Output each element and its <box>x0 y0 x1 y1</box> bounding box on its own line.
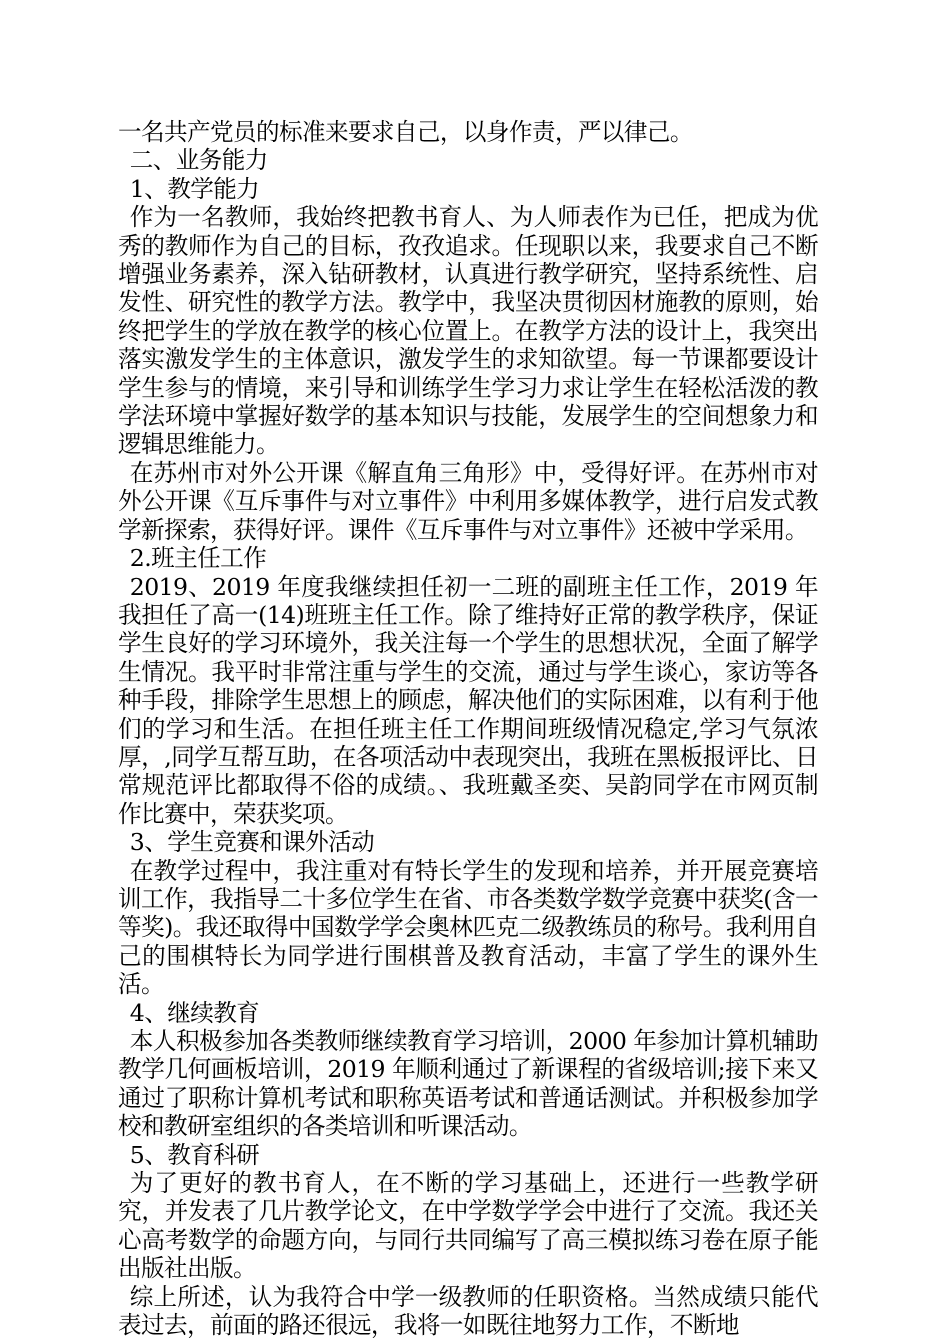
document-page <box>118 118 818 1339</box>
subheading-teaching-ability: 1、教学能力 <box>129 174 260 203</box>
paragraph-research: 为了更好的教书育人，在不断的学习基础上，还进行一些教学研究，并发表了几片教学论文，在中学数学学会中进行了交流。我还关心高考数学的命题方向，与同行共同编写了高三模拟练习卷在原子能出版社出版。 <box>118 1169 818 1283</box>
paragraph-summary: 综上所述，认为我符合中学一级教师的任职资格。当然成绩只能代表过去，前面的路还很远，我将一如既往地努力工作，不断地 <box>118 1282 818 1340</box>
subheading-competitions: 3、学生竞赛和课外活动 <box>129 828 375 857</box>
paragraph-competitions: 在教学过程中，我注重对有特长学生的发现和培养，并开展竞赛培训工作，我指导二十多位学生在省、市各类数学数学竞赛中获奖(含一等奖)。我还取得中国数学学会奥林匹克二级教练员的称号。我利用自己的围棋特长为同学进行围棋普及教育活动，丰富了学生的课外生活。 <box>118 856 818 999</box>
paragraph-teaching-ability: 作为一名教师，我始终把教书育人、为人师表作为已任，把成为优秀的教师作为自己的目标，孜孜追求。任现职以来，我要求自己不断增强业务素养，深入钻研教材，认真进行教学研究，坚持系统性、启发性、研究性的教学方法。教学中，我坚决贯彻因材施教的原则，始终把学生的学放在教学的核心位置上。在教学方法的设计上，我突出落实激发学生的主体意识，激发学生的求知欲望。每一节课都要设计学生参与的情境，来引导和训练学生学习力求让学生在轻松活泼的教学法环境中掌握好数学的基本知识与技能，发展学生的空间想象力和逻辑思维能力。 <box>118 203 818 459</box>
paragraph-open-lessons: 在苏州市对外公开课《解直角三角形》中，受得好评。在苏州市对外公开课《互斥事件与对立事件》中利用多媒体教学，进行启发式教学新探索，获得好评。课件《互斥事件与对立事件》还被中学采用。 <box>118 458 818 544</box>
subheading-continuing-education: 4、继续教育 <box>129 998 260 1027</box>
subheading-class-teacher: 2.班主任工作 <box>129 544 267 573</box>
paragraph-class-teacher: 2019、2019 年度我继续担任初一二班的副班主任工作，2019 年我担任了高一(14)班班主任工作。除了维持好正常的教学秩序，保证学生良好的学习环境外，我关注每一个学生的思想状况，全面了解学生情况。我平时非常注重与学生的交流，通过与学生谈心，家访等各种手段，排除学生思想上的顾虑，解决他们的实际困难，以有利于他们的学习和生活。在担任班主任工作期间班级情况稳定,学习气氛浓厚，,同学互帮互助，在各项活动中表现突出，我班在黑板报评比、日常规范评比都取得不俗的成绩。、我班戴圣奕、吴韵同学在市网页制作比赛中，荣获奖项。 <box>118 572 818 828</box>
paragraph-continuing-education: 本人积极参加各类教师继续教育学习培训，2000 年参加计算机辅助教学几何画板培训，2019 年顺利通过了新课程的省级培训;接下来又通过了职称计算机考试和职称英语考试和普通话测试。并积极参加学校和教研室组织的各类培训和听课活动。 <box>118 1027 818 1141</box>
subheading-research: 5、教育科研 <box>129 1140 260 1169</box>
section-heading-business-ability: 二、业务能力 <box>129 146 268 175</box>
paragraph-continuation: 一名共产党员的标准来要求自己，以身作责，严以律己。 <box>118 118 693 146</box>
